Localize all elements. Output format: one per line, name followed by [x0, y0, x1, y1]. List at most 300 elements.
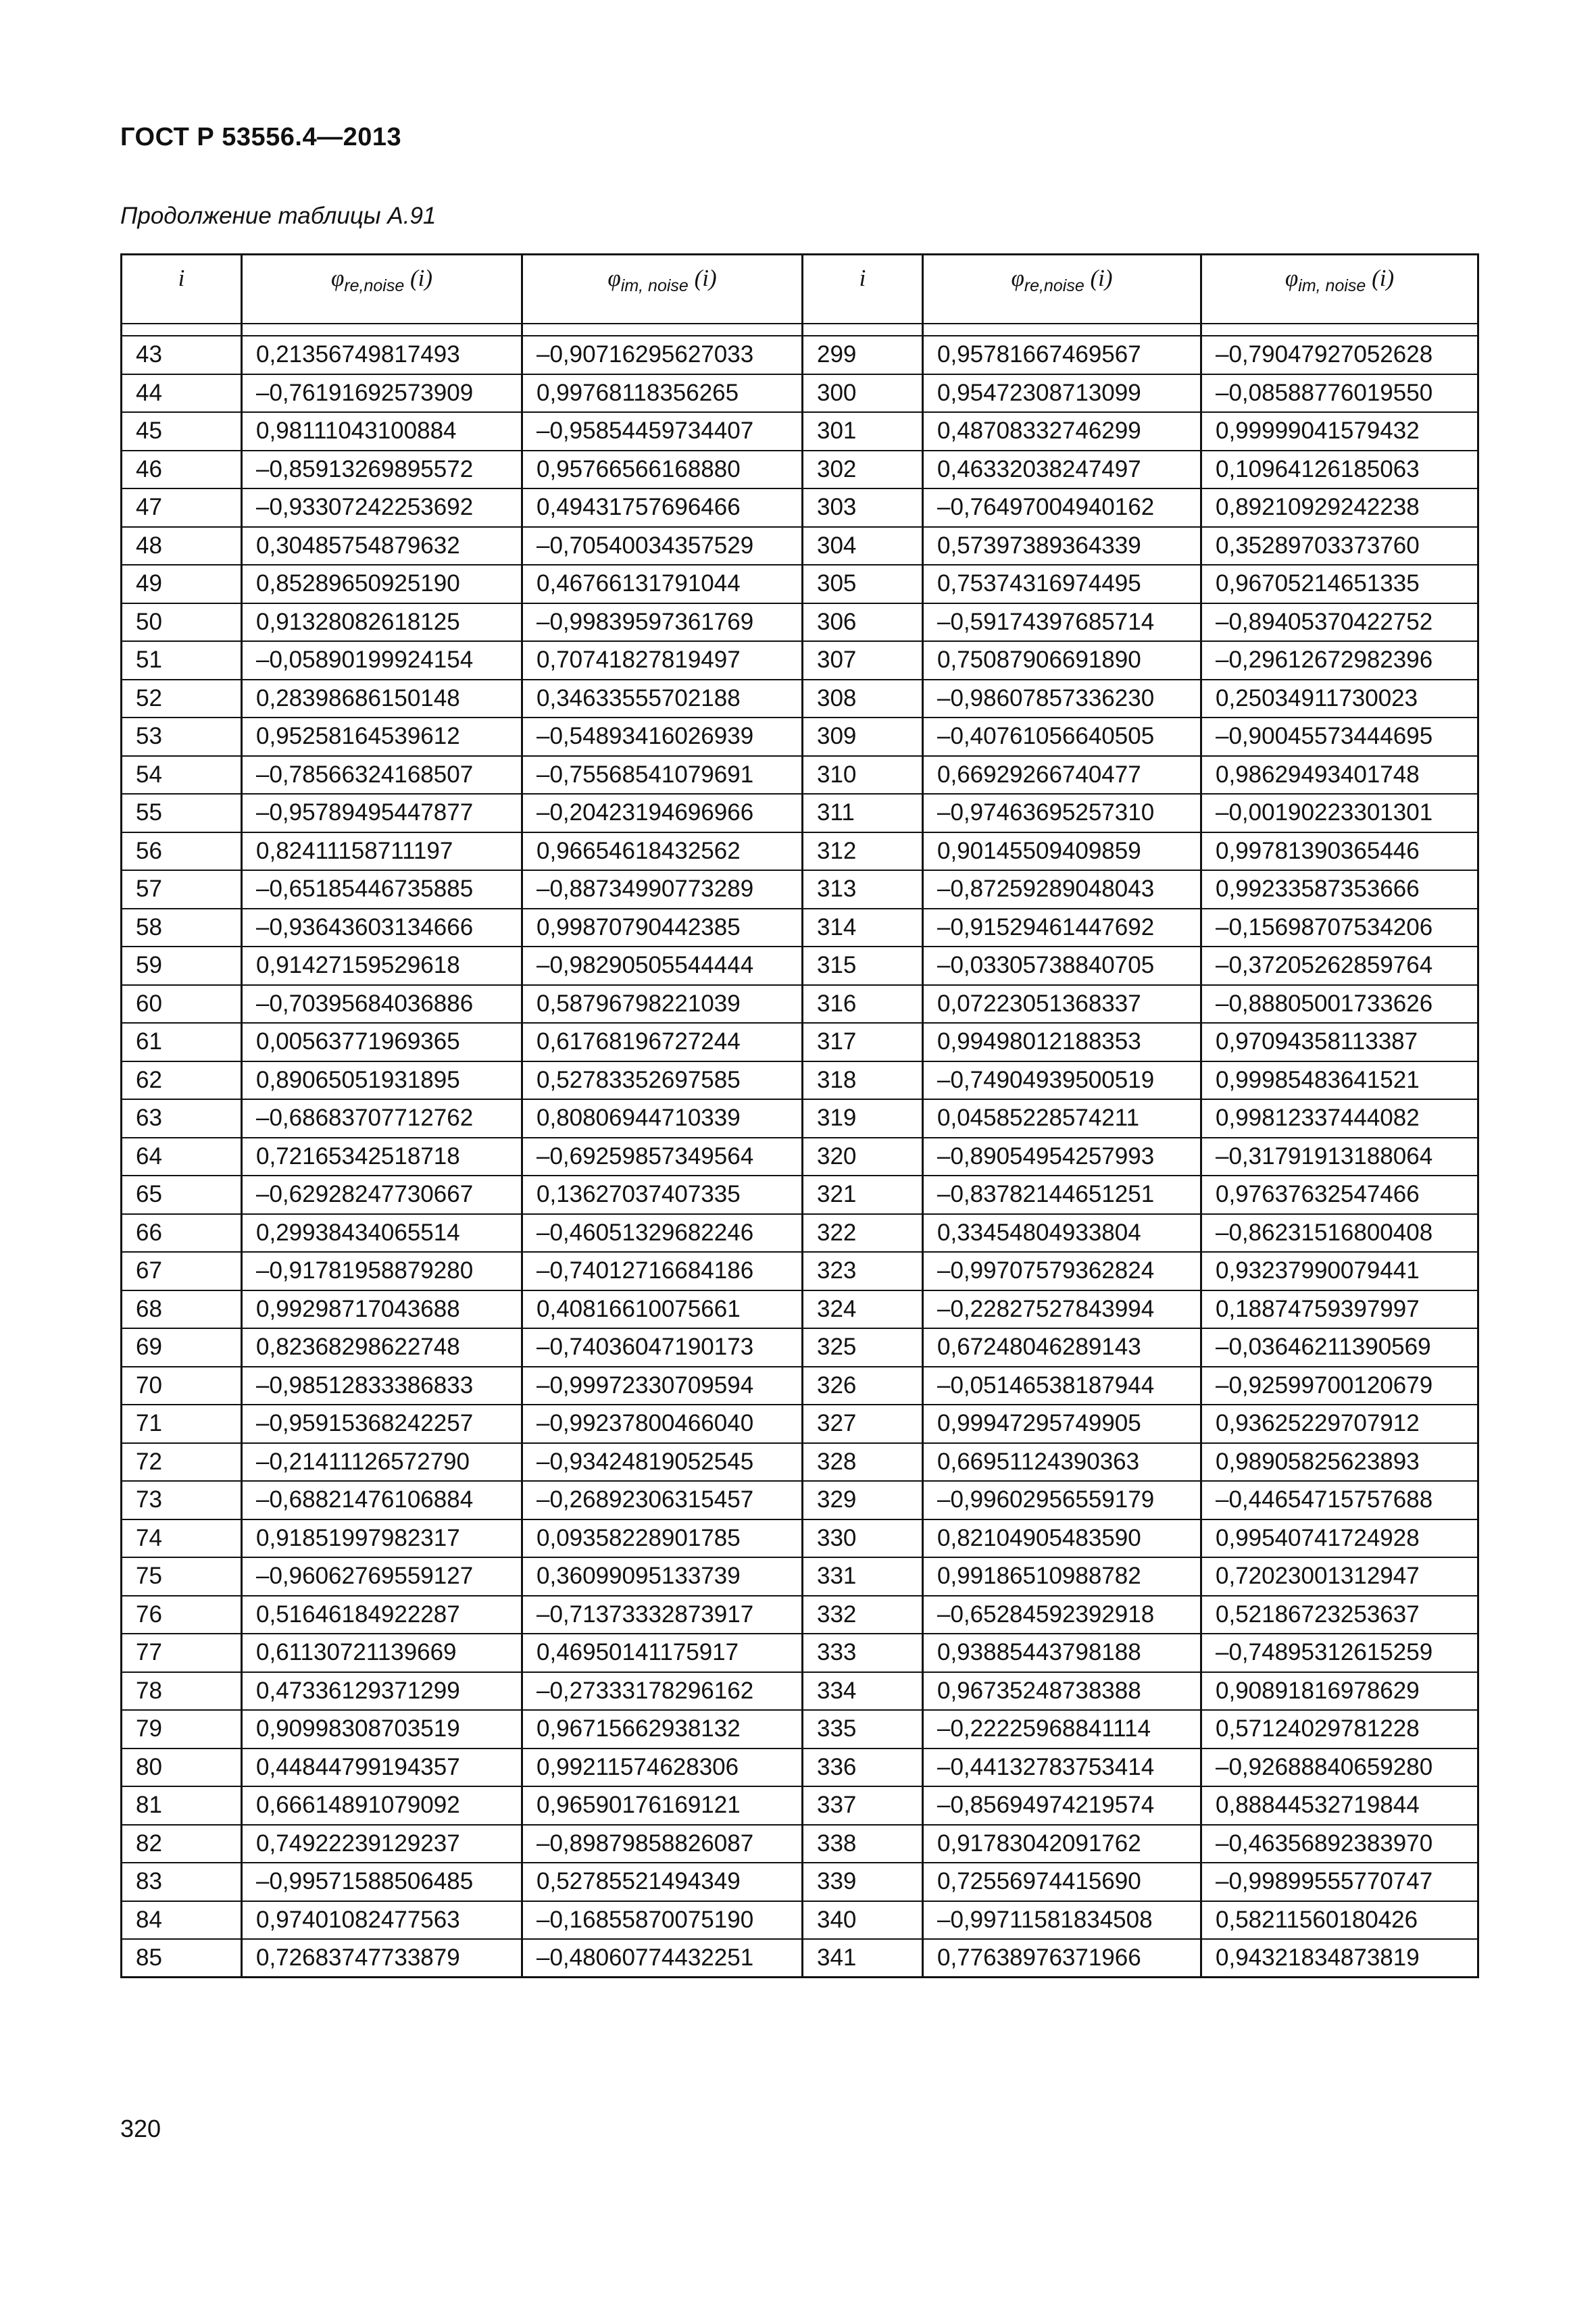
table-row — [122, 641, 1478, 680]
table-row — [122, 374, 1478, 413]
index-cell: 56 — [122, 832, 242, 871]
table-row — [122, 527, 1478, 565]
value-cell: –0,15698707534206 — [1201, 909, 1478, 947]
value-cell: –0,22225968841114 — [923, 1710, 1201, 1749]
value-cell: 0,46332038247497 — [923, 451, 1201, 489]
value-cell: –0,98290505544444 — [522, 947, 803, 985]
table-row — [122, 451, 1478, 489]
value-cell: 0,57124029781228 — [1201, 1710, 1478, 1749]
value-cell: 0,40816610075661 — [522, 1290, 803, 1329]
index-cell: 64 — [122, 1138, 242, 1176]
value-cell: –0,86231516800408 — [1201, 1214, 1478, 1253]
value-cell: –0,20423194696966 — [522, 794, 803, 832]
index-cell: 321 — [803, 1176, 923, 1214]
index-cell: 63 — [122, 1099, 242, 1138]
table-row — [122, 1176, 1478, 1214]
index-cell: 315 — [803, 947, 923, 985]
value-cell: –0,91529461447692 — [923, 909, 1201, 947]
table-row — [122, 1367, 1478, 1405]
table-row — [122, 1634, 1478, 1672]
index-cell: 43 — [122, 336, 242, 374]
value-cell: 0,90891816978629 — [1201, 1672, 1478, 1711]
index-cell: 50 — [122, 603, 242, 642]
value-cell: –0,87259289048043 — [923, 870, 1201, 909]
value-cell: 0,90998308703519 — [242, 1710, 522, 1749]
index-cell: 61 — [122, 1023, 242, 1061]
column-header-subscript: im, noise — [1298, 276, 1366, 295]
value-cell: –0,68683707712762 — [242, 1099, 522, 1138]
table-row — [122, 488, 1478, 527]
value-cell: –0,93424819052545 — [522, 1443, 803, 1482]
value-cell: –0,89879858826087 — [522, 1825, 803, 1863]
value-cell: –0,54893416026939 — [522, 718, 803, 756]
value-cell: 0,75087906691890 — [923, 641, 1201, 680]
value-cell: 0,88844532719844 — [1201, 1786, 1478, 1825]
value-cell: 0,99768118356265 — [522, 374, 803, 413]
value-cell: 0,96735248738388 — [923, 1672, 1201, 1711]
value-cell: 0,72683747733879 — [242, 1939, 522, 1978]
index-cell: 326 — [803, 1367, 923, 1405]
value-cell: –0,46051329682246 — [522, 1214, 803, 1253]
table-row — [122, 1252, 1478, 1290]
column-header-symbol: φ — [1011, 265, 1024, 291]
index-cell: 70 — [122, 1367, 242, 1405]
table-row — [122, 1214, 1478, 1253]
column-header-argument: (i) — [404, 265, 433, 291]
value-cell: –0,99237800466040 — [522, 1405, 803, 1443]
value-cell: –0,99899555770747 — [1201, 1863, 1478, 1901]
index-cell: 62 — [122, 1061, 242, 1100]
index-cell: 51 — [122, 641, 242, 680]
value-cell: 0,95781667469567 — [923, 336, 1201, 374]
value-cell: –0,99839597361769 — [522, 603, 803, 642]
table-row — [122, 909, 1478, 947]
value-cell: 0,98111043100884 — [242, 412, 522, 451]
index-cell: 336 — [803, 1749, 923, 1787]
index-cell: 82 — [122, 1825, 242, 1863]
value-cell: 0,33454804933804 — [923, 1214, 1201, 1253]
document-header: ГОСТ Р 53556.4—2013 — [120, 123, 402, 151]
value-cell: 0,99540741724928 — [1201, 1519, 1478, 1558]
table-row — [122, 412, 1478, 451]
index-cell: 68 — [122, 1290, 242, 1329]
value-cell: 0,46950141175917 — [522, 1634, 803, 1672]
value-cell: –0,93643603134666 — [242, 909, 522, 947]
value-cell: 0,70741827819497 — [522, 641, 803, 680]
value-cell: 0,34633555702188 — [522, 680, 803, 718]
index-cell: 335 — [803, 1710, 923, 1749]
table-row — [122, 1557, 1478, 1596]
value-cell: 0,18874759397997 — [1201, 1290, 1478, 1329]
value-cell: –0,75568541079691 — [522, 756, 803, 795]
value-cell: 0,57397389364339 — [923, 527, 1201, 565]
table-row — [122, 1863, 1478, 1901]
index-cell: 310 — [803, 756, 923, 795]
value-cell: –0,88805001733626 — [1201, 985, 1478, 1024]
value-cell: –0,68821476106884 — [242, 1481, 522, 1519]
index-cell: 325 — [803, 1328, 923, 1367]
value-cell: 0,91783042091762 — [923, 1825, 1201, 1863]
value-cell: –0,78566324168507 — [242, 756, 522, 795]
value-cell: 0,96590176169121 — [522, 1786, 803, 1825]
value-cell: –0,99707579362824 — [923, 1252, 1201, 1290]
value-cell: 0,21356749817493 — [242, 336, 522, 374]
value-cell: 0,29938434065514 — [242, 1214, 522, 1253]
value-cell: –0,99972330709594 — [522, 1367, 803, 1405]
table-row — [122, 336, 1478, 374]
table-row — [122, 603, 1478, 642]
index-cell: 314 — [803, 909, 923, 947]
value-cell: 0,58211560180426 — [1201, 1901, 1478, 1940]
value-cell: –0,96062769559127 — [242, 1557, 522, 1596]
index-cell: 340 — [803, 1901, 923, 1940]
index-cell: 301 — [803, 412, 923, 451]
value-cell: –0,76191692573909 — [242, 374, 522, 413]
index-cell: 317 — [803, 1023, 923, 1061]
table-row — [122, 1939, 1478, 1978]
value-cell: 0,99211574628306 — [522, 1749, 803, 1787]
table-header — [122, 255, 1478, 336]
value-cell: 0,66951124390363 — [923, 1443, 1201, 1482]
value-cell: –0,21411126572790 — [242, 1443, 522, 1482]
value-cell: 0,13627037407335 — [522, 1176, 803, 1214]
index-cell: 333 — [803, 1634, 923, 1672]
index-cell: 52 — [122, 680, 242, 718]
index-cell: 299 — [803, 336, 923, 374]
value-cell: 0,93885443798188 — [923, 1634, 1201, 1672]
value-cell: 0,72556974415690 — [923, 1863, 1201, 1901]
table-row — [122, 870, 1478, 909]
index-cell: 73 — [122, 1481, 242, 1519]
index-cell: 311 — [803, 794, 923, 832]
table-row — [122, 565, 1478, 603]
value-cell: 0,49431757696466 — [522, 488, 803, 527]
value-cell: 0,10964126185063 — [1201, 451, 1478, 489]
value-cell: –0,16855870075190 — [522, 1901, 803, 1940]
value-cell: 0,95258164539612 — [242, 718, 522, 756]
value-cell: –0,76497004940162 — [923, 488, 1201, 527]
value-cell: –0,65284592392918 — [923, 1596, 1201, 1634]
value-cell: –0,03305738840705 — [923, 947, 1201, 985]
value-cell: –0,95789495447877 — [242, 794, 522, 832]
value-cell: –0,59174397685714 — [923, 603, 1201, 642]
value-cell: 0,98905825623893 — [1201, 1443, 1478, 1482]
index-cell: 308 — [803, 680, 923, 718]
column-header — [803, 255, 923, 324]
index-cell: 81 — [122, 1786, 242, 1825]
value-cell: 0,52785521494349 — [522, 1863, 803, 1901]
index-cell: 55 — [122, 794, 242, 832]
value-cell: 0,98629493401748 — [1201, 756, 1478, 795]
value-cell: –0,05146538187944 — [923, 1367, 1201, 1405]
table-body — [122, 336, 1478, 1978]
value-cell: –0,83782144651251 — [923, 1176, 1201, 1214]
index-cell: 67 — [122, 1252, 242, 1290]
table-row — [122, 1290, 1478, 1329]
index-cell: 338 — [803, 1825, 923, 1863]
value-cell: 0,67248046289143 — [923, 1328, 1201, 1367]
index-cell: 48 — [122, 527, 242, 565]
value-cell: 0,66614891079092 — [242, 1786, 522, 1825]
value-cell: –0,22827527843994 — [923, 1290, 1201, 1329]
index-cell: 75 — [122, 1557, 242, 1596]
value-cell: 0,99298717043688 — [242, 1290, 522, 1329]
index-cell: 313 — [803, 870, 923, 909]
value-cell: –0,90045573444695 — [1201, 718, 1478, 756]
column-header-subscript: im, noise — [620, 276, 689, 295]
value-cell: 0,99999041579432 — [1201, 412, 1478, 451]
value-cell: 0,99985483641521 — [1201, 1061, 1478, 1100]
index-cell: 302 — [803, 451, 923, 489]
value-cell: 0,99781390365446 — [1201, 832, 1478, 871]
index-cell: 309 — [803, 718, 923, 756]
value-cell: 0,97401082477563 — [242, 1901, 522, 1940]
index-cell: 320 — [803, 1138, 923, 1176]
value-cell: 0,04585228574211 — [923, 1099, 1201, 1138]
value-cell: 0,96705214651335 — [1201, 565, 1478, 603]
index-cell: 339 — [803, 1863, 923, 1901]
column-header — [923, 255, 1201, 324]
value-cell: 0,58796798221039 — [522, 985, 803, 1024]
value-cell: 0,77638976371966 — [923, 1939, 1201, 1978]
value-cell: 0,99186510988782 — [923, 1557, 1201, 1596]
value-cell: –0,48060774432251 — [522, 1939, 803, 1978]
value-cell: –0,99602956559179 — [923, 1481, 1201, 1519]
value-cell: –0,26892306315457 — [522, 1481, 803, 1519]
value-cell: 0,35289703373760 — [1201, 527, 1478, 565]
column-header — [242, 255, 522, 324]
header-row — [122, 255, 1478, 324]
index-cell: 322 — [803, 1214, 923, 1253]
index-cell: 45 — [122, 412, 242, 451]
value-cell: –0,91781958879280 — [242, 1252, 522, 1290]
index-cell: 83 — [122, 1863, 242, 1901]
index-cell: 69 — [122, 1328, 242, 1367]
value-cell: –0,79047927052628 — [1201, 336, 1478, 374]
value-cell: 0,36099095133739 — [522, 1557, 803, 1596]
value-cell: –0,37205262859764 — [1201, 947, 1478, 985]
value-cell: –0,85913269895572 — [242, 451, 522, 489]
table-row — [122, 1023, 1478, 1061]
value-cell: –0,99571588506485 — [242, 1863, 522, 1901]
index-cell: 85 — [122, 1939, 242, 1978]
index-cell: 312 — [803, 832, 923, 871]
table-row — [122, 1481, 1478, 1519]
value-cell: –0,92688840659280 — [1201, 1749, 1478, 1787]
value-cell: 0,91328082618125 — [242, 603, 522, 642]
value-cell: 0,61768196727244 — [522, 1023, 803, 1061]
table-row — [122, 1328, 1478, 1367]
value-cell: 0,09358228901785 — [522, 1519, 803, 1558]
index-cell: 334 — [803, 1672, 923, 1711]
table-row — [122, 1710, 1478, 1749]
value-cell: 0,48708332746299 — [923, 412, 1201, 451]
value-cell: 0,52783352697585 — [522, 1061, 803, 1100]
table-row — [122, 756, 1478, 795]
value-cell: 0,74922239129237 — [242, 1825, 522, 1863]
index-cell: 305 — [803, 565, 923, 603]
value-cell: 0,66929266740477 — [923, 756, 1201, 795]
value-cell: 0,99870790442385 — [522, 909, 803, 947]
index-cell: 49 — [122, 565, 242, 603]
value-cell: 0,46766131791044 — [522, 565, 803, 603]
column-header-subscript: re,noise — [344, 276, 405, 295]
value-cell: 0,82411158711197 — [242, 832, 522, 871]
index-cell: 59 — [122, 947, 242, 985]
table-row — [122, 1672, 1478, 1711]
index-cell: 79 — [122, 1710, 242, 1749]
column-header — [122, 255, 242, 324]
index-cell: 44 — [122, 374, 242, 413]
value-cell: 0,99233587353666 — [1201, 870, 1478, 909]
table-row — [122, 947, 1478, 985]
value-cell: 0,52186723253637 — [1201, 1596, 1478, 1634]
value-cell: –0,27333178296162 — [522, 1672, 803, 1711]
value-cell: –0,71373332873917 — [522, 1596, 803, 1634]
index-cell: 46 — [122, 451, 242, 489]
value-cell: 0,80806944710339 — [522, 1099, 803, 1138]
column-header-symbol: i — [859, 265, 866, 291]
index-cell: 303 — [803, 488, 923, 527]
header-separator — [122, 324, 1478, 336]
table-row — [122, 1519, 1478, 1558]
index-cell: 337 — [803, 1786, 923, 1825]
index-cell: 74 — [122, 1519, 242, 1558]
column-header-symbol: i — [178, 265, 185, 291]
index-cell: 319 — [803, 1099, 923, 1138]
value-cell: 0,89065051931895 — [242, 1061, 522, 1100]
column-header-symbol: φ — [607, 265, 621, 291]
value-cell: –0,62928247730667 — [242, 1176, 522, 1214]
value-cell: –0,40761056640505 — [923, 718, 1201, 756]
value-cell: 0,94321834873819 — [1201, 1939, 1478, 1978]
index-cell: 304 — [803, 527, 923, 565]
column-header-argument: (i) — [1366, 265, 1395, 291]
value-cell: 0,93625229707912 — [1201, 1405, 1478, 1443]
table-row — [122, 1061, 1478, 1100]
index-cell: 330 — [803, 1519, 923, 1558]
value-cell: –0,65185446735885 — [242, 870, 522, 909]
index-cell: 47 — [122, 488, 242, 527]
index-cell: 80 — [122, 1749, 242, 1787]
value-cell: 0,91427159529618 — [242, 947, 522, 985]
value-cell: 0,99812337444082 — [1201, 1099, 1478, 1138]
value-cell: –0,92599700120679 — [1201, 1367, 1478, 1405]
table-row — [122, 1901, 1478, 1940]
value-cell: –0,93307242253692 — [242, 488, 522, 527]
table-row — [122, 1786, 1478, 1825]
value-cell: –0,99711581834508 — [923, 1901, 1201, 1940]
index-cell: 76 — [122, 1596, 242, 1634]
value-cell: 0,85289650925190 — [242, 565, 522, 603]
index-cell: 300 — [803, 374, 923, 413]
value-cell: 0,96654618432562 — [522, 832, 803, 871]
index-cell: 77 — [122, 1634, 242, 1672]
value-cell: 0,00563771969365 — [242, 1023, 522, 1061]
value-cell: –0,31791913188064 — [1201, 1138, 1478, 1176]
column-header-argument: (i) — [1084, 265, 1113, 291]
value-cell: 0,93237990079441 — [1201, 1252, 1478, 1290]
value-cell: –0,98607857336230 — [923, 680, 1201, 718]
value-cell: –0,95854459734407 — [522, 412, 803, 451]
value-cell: –0,70395684036886 — [242, 985, 522, 1024]
column-header-symbol: φ — [1285, 265, 1299, 291]
index-cell: 84 — [122, 1901, 242, 1940]
table-row — [122, 1825, 1478, 1863]
table-row — [122, 832, 1478, 871]
value-cell: –0,74036047190173 — [522, 1328, 803, 1367]
value-cell: 0,44844799194357 — [242, 1749, 522, 1787]
value-cell: 0,61130721139669 — [242, 1634, 522, 1672]
data-table — [120, 253, 1479, 1978]
value-cell: 0,95766566168880 — [522, 451, 803, 489]
column-header — [1201, 255, 1478, 324]
value-cell: 0,47336129371299 — [242, 1672, 522, 1711]
index-cell: 66 — [122, 1214, 242, 1253]
index-cell: 332 — [803, 1596, 923, 1634]
value-cell: –0,97463695257310 — [923, 794, 1201, 832]
table-row — [122, 794, 1478, 832]
value-cell: 0,28398686150148 — [242, 680, 522, 718]
column-header-symbol: φ — [330, 265, 345, 291]
table-row — [122, 1138, 1478, 1176]
value-cell: –0,95915368242257 — [242, 1405, 522, 1443]
value-cell: –0,89405370422752 — [1201, 603, 1478, 642]
value-cell: –0,70540034357529 — [522, 527, 803, 565]
value-cell: –0,90716295627033 — [522, 336, 803, 374]
table-row — [122, 1596, 1478, 1634]
value-cell: 0,72023001312947 — [1201, 1557, 1478, 1596]
value-cell: 0,82104905483590 — [923, 1519, 1201, 1558]
value-cell: –0,88734990773289 — [522, 870, 803, 909]
index-cell: 327 — [803, 1405, 923, 1443]
column-header — [522, 255, 803, 324]
index-cell: 318 — [803, 1061, 923, 1100]
index-cell: 323 — [803, 1252, 923, 1290]
index-cell: 53 — [122, 718, 242, 756]
value-cell: –0,74904939500519 — [923, 1061, 1201, 1100]
index-cell: 316 — [803, 985, 923, 1024]
index-cell: 331 — [803, 1557, 923, 1596]
value-cell: –0,85694974219574 — [923, 1786, 1201, 1825]
value-cell: 0,51646184922287 — [242, 1596, 522, 1634]
index-cell: 307 — [803, 641, 923, 680]
index-cell: 65 — [122, 1176, 242, 1214]
column-header-argument: (i) — [688, 265, 717, 291]
value-cell: –0,00190223301301 — [1201, 794, 1478, 832]
value-cell: 0,82368298622748 — [242, 1328, 522, 1367]
table-row — [122, 680, 1478, 718]
index-cell: 328 — [803, 1443, 923, 1482]
value-cell: 0,89210929242238 — [1201, 488, 1478, 527]
value-cell: 0,99498012188353 — [923, 1023, 1201, 1061]
index-cell: 341 — [803, 1939, 923, 1978]
index-cell: 72 — [122, 1443, 242, 1482]
value-cell: –0,74012716684186 — [522, 1252, 803, 1290]
index-cell: 329 — [803, 1481, 923, 1519]
value-cell: 0,99947295749905 — [923, 1405, 1201, 1443]
index-cell: 78 — [122, 1672, 242, 1711]
value-cell: 0,07223051368337 — [923, 985, 1201, 1024]
column-header-subscript: re,noise — [1024, 276, 1084, 295]
index-cell: 58 — [122, 909, 242, 947]
value-cell: –0,03646211390569 — [1201, 1328, 1478, 1367]
value-cell: –0,74895312615259 — [1201, 1634, 1478, 1672]
table-row — [122, 985, 1478, 1024]
value-cell: 0,25034911730023 — [1201, 680, 1478, 718]
page-number: 320 — [120, 2115, 161, 2142]
value-cell: 0,97094358113387 — [1201, 1023, 1478, 1061]
